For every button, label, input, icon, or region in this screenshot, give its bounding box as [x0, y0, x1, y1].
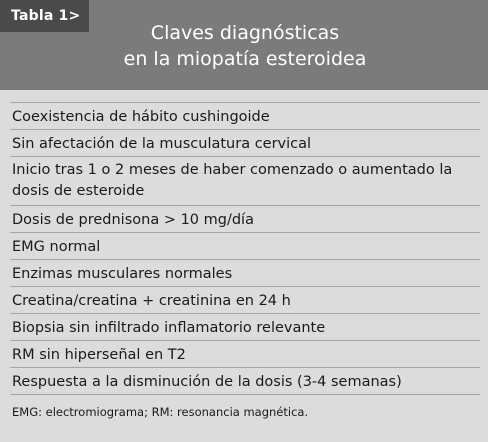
criteria-list: [10, 102, 480, 395]
criteria-row: Dosis de prednisona > 10 mg/día: [10, 206, 480, 233]
table-header: [0, 0, 488, 90]
table-title-line-1: Claves diagnósticas: [150, 22, 340, 44]
table-title-line-2: en la miopatía esteroidea: [123, 48, 367, 70]
criteria-row: Inicio tras 1 o 2 meses de haber comenzado o aumentado la dosis de esteroide: [10, 157, 480, 206]
criteria-row: Creatina/creatina + creatinina en 24 h: [10, 287, 480, 314]
criteria-row: Respuesta a la disminución de la dosis (3-4 semanas): [10, 368, 480, 395]
table-title: [80, 20, 410, 72]
table-tag: Tabla 1>: [0, 0, 89, 32]
criteria-row: Biopsia sin infiltrado inflamatorio relevante: [10, 314, 480, 341]
criteria-row: RM sin hiperseñal en T2: [10, 341, 480, 368]
criteria-row: Enzimas musculares normales: [10, 260, 480, 287]
criteria-row: Sin afectación de la musculatura cervical: [10, 130, 480, 157]
criteria-row: Coexistencia de hábito cushingoide: [10, 103, 480, 130]
table-footnote: EMG: electromiograma; RM: resonancia magnética.: [12, 405, 309, 419]
criteria-row: EMG normal: [10, 233, 480, 260]
